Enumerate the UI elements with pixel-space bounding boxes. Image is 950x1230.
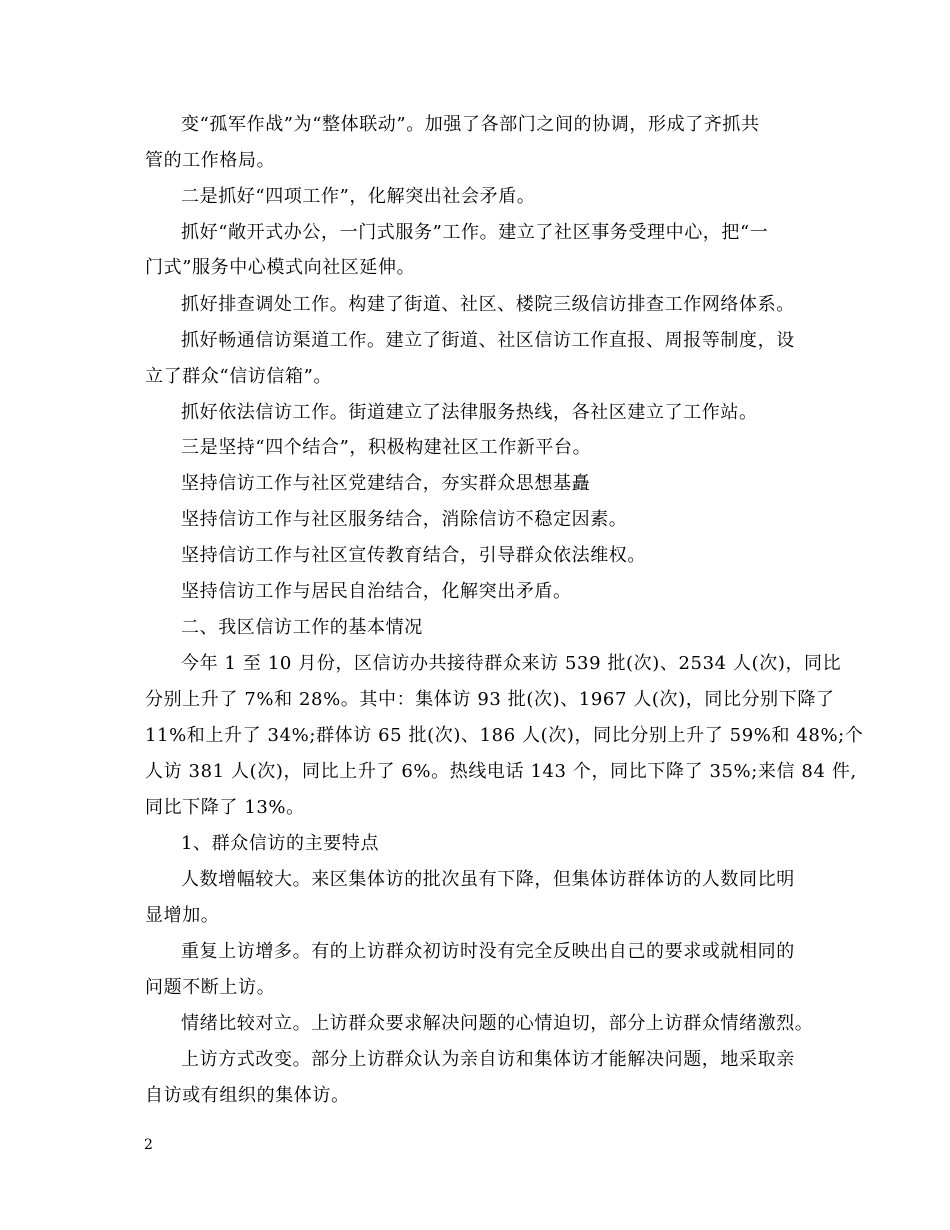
text-line: 坚持信访工作与社区党建结合，夯实群众思想基矗 [181, 473, 591, 494]
text-line: 人访 381 人(次)，同比上升了 6%。热线电话 143 个，同比下降了 35%;来信 84 件, [145, 761, 857, 782]
text-line: 自访或有组织的集体访。 [145, 1085, 350, 1106]
section-heading: 二、我区信访工作的基本情况 [181, 617, 423, 638]
text-line: 坚持信访工作与居民自治结合，化解突出矛盾。 [181, 581, 572, 602]
text-line: 抓好“敞开式办公，一门式服务”工作。建立了社区事务受理中心，把“一 [181, 222, 769, 243]
page-number: 2 [144, 1137, 153, 1153]
text-line: 二是抓好“四项工作”，化解突出社会矛盾。 [181, 186, 536, 207]
text-line: 人数增幅较大。来区集体访的批次虽有下降，但集体访群体访的人数同比明 [181, 869, 795, 890]
text-line: 变“孤军作战”为“整体联动”。加强了各部门之间的协调，形成了齐抓共 [181, 114, 760, 135]
text-line: 门式”服务中心模式向社区延伸。 [145, 257, 416, 278]
text-line: 问题不断上访。 [145, 977, 276, 998]
text-line: 管的工作格局。 [145, 150, 276, 171]
text-line: 抓好依法信访工作。街道建立了法律服务热线，各社区建立了工作站。 [181, 402, 758, 423]
text-line: 分别上升了 7%和 28%。其中：集体访 93 批(次)、1967 人(次)，同比分别下降了 [145, 689, 835, 710]
text-line: 坚持信访工作与社区服务结合，消除信访不稳定因素。 [181, 509, 628, 530]
text-line: 立了群众“信访信箱”。 [145, 366, 333, 387]
text-line: 坚持信访工作与社区宣传教育结合，引导群众依法维权。 [181, 545, 646, 566]
text-line: 情绪比较对立。上访群众要求解决问题的心情迫切，部分上访群众情绪激烈。 [181, 1013, 814, 1034]
text-line: 三是坚持“四个结合”，积极构建社区工作新平台。 [181, 437, 592, 458]
text-line: 重复上访增多。有的上访群众初访时没有完全反映出自己的要求或就相同的 [181, 941, 795, 962]
text-line: 上访方式改变。部分上访群众认为亲自访和集体访才能解决问题，地采取亲 [181, 1049, 795, 1070]
subsection-heading: 1、群众信访的主要特点 [181, 833, 380, 854]
text-line: 显增加。 [145, 905, 220, 926]
text-line: 抓好排查调处工作。构建了街道、社区、楼院三级信访排查工作网络体系。 [181, 294, 795, 315]
text-line: 同比下降了 13%。 [145, 797, 305, 818]
text-line: 11%和上升了 34%;群体访 65 批(次)、186 人(次)，同比分别上升了 59%和 48%;个 [145, 725, 864, 746]
text-line: 今年 1 至 10 月份，区信访办共接待群众来访 539 批(次)、2534 人(次)，同比 [181, 653, 842, 674]
text-line: 抓好畅通信访渠道工作。建立了街道、社区信访工作直报、周报等制度，设 [181, 330, 795, 351]
